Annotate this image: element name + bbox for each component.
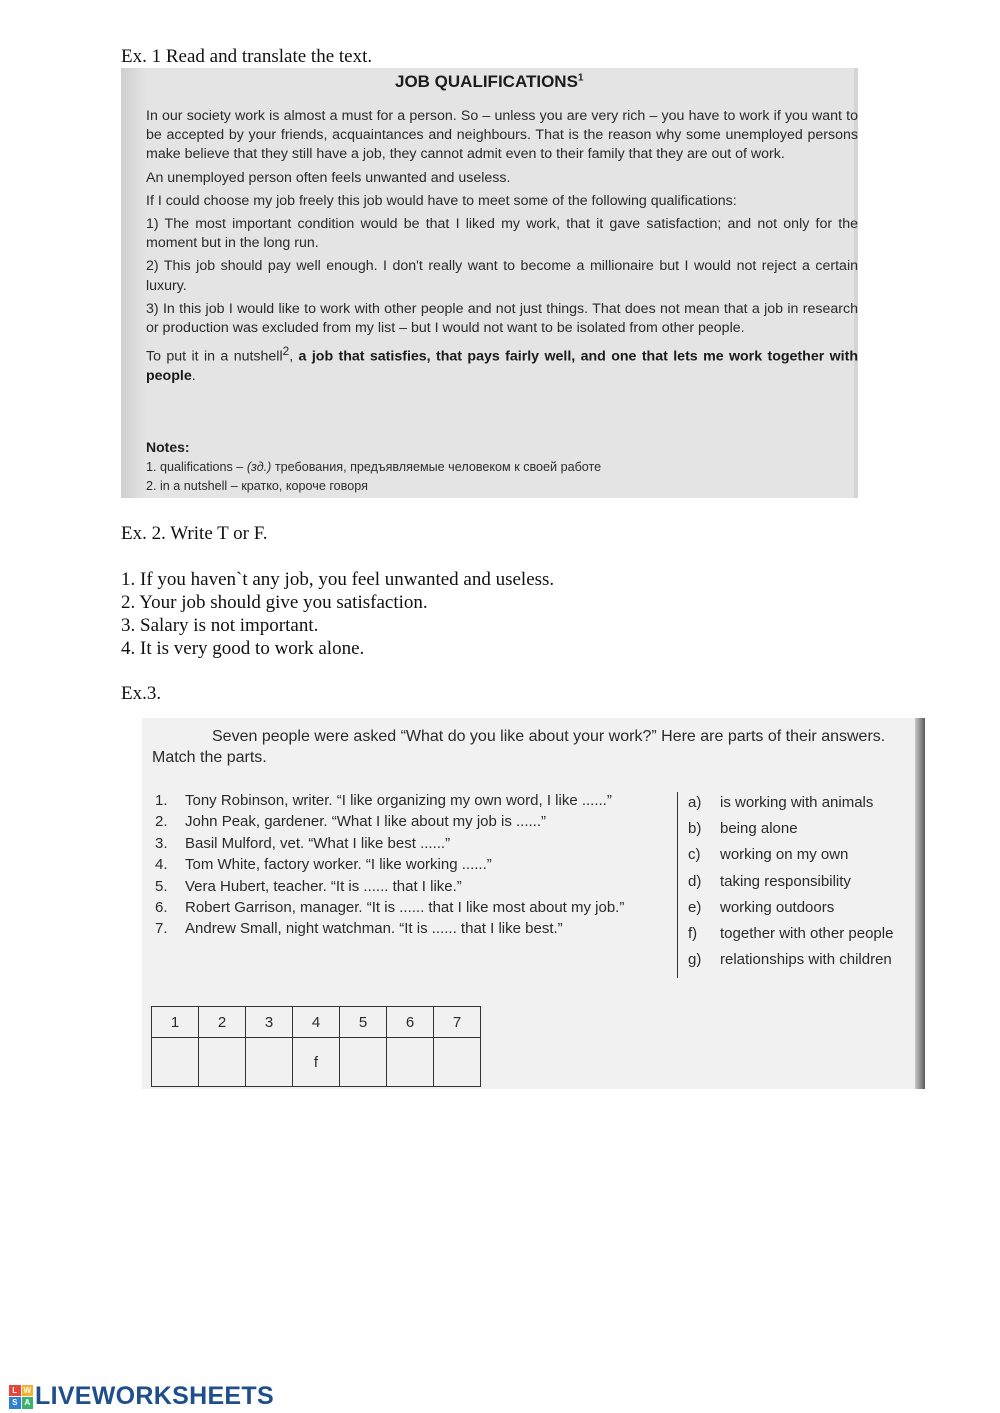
scanned-text-job-qualifications — [121, 68, 858, 498]
answer-cell[interactable] — [152, 1038, 199, 1087]
matching-item: 3. Basil Mulford, vet. “What I like best ......” — [155, 834, 451, 852]
logo-tile: W — [23, 1385, 32, 1395]
paragraph: 2) This job should pay well enough. I don't really want to become a millionaire but I would not reject a certain luxury. — [146, 258, 858, 294]
matching-item: 1. Tony Robinson, writer. “I like organizing my own word, I like ......” — [155, 792, 612, 809]
answer-table-header-row — [152, 1007, 481, 1038]
matching-items — [152, 790, 668, 940]
answer-cell[interactable] — [387, 1038, 434, 1087]
answer-cell[interactable] — [199, 1038, 246, 1087]
logo-mark-icon — [9, 1385, 33, 1409]
matching-item: 6. Robert Garrison, manager. “It is ...... that I like most about my job.” — [155, 899, 625, 917]
answer-cell[interactable] — [340, 1038, 387, 1087]
matching-option: e) working outdoors — [688, 898, 835, 916]
answer-table-header: 7 — [434, 1007, 481, 1038]
answer-table — [151, 1006, 481, 1087]
answer-cell[interactable] — [434, 1038, 481, 1087]
scan-shadow — [121, 68, 147, 498]
matching-option: f) together with other people — [688, 925, 894, 943]
answer-table-header: 1 — [152, 1007, 199, 1038]
matching-item: 7. Andrew Small, night watchman. “It is ...... that I like best.” — [155, 920, 563, 938]
answer-table-header: 3 — [246, 1007, 293, 1038]
note-2: 2. in a nutshell – кратко, короче говоря — [146, 479, 368, 493]
statement-1: 1. If you haven`t any job, you feel unwanted and useless. — [121, 569, 555, 590]
statement-3: 3. Salary is not important. — [121, 615, 319, 636]
logo-tile: L — [9, 1385, 21, 1397]
matching-option: d) taking responsibility — [688, 872, 851, 890]
answer-table-header: 5 — [340, 1007, 387, 1038]
statement-2: 2. Your job should give you satisfaction. — [121, 592, 428, 613]
paragraph: 1) The most important condition would be that I liked my work, that it gave satisfaction; and not only for the moment but in the long run. — [146, 216, 858, 252]
text-title: JOB QUALIFICATIONS$^1$ — [395, 72, 584, 91]
matching-item: 4. Tom White, factory worker. “I like working ......” — [155, 856, 492, 874]
matching-options — [688, 790, 925, 973]
notes-heading: Notes: — [146, 439, 190, 455]
paragraph: If I could choose my job freely this job would have to meet some of the following qualifications: — [146, 192, 737, 209]
matching-intro: Seven people were asked “What do you like about your work?” Here are parts of their answers. Match the parts. — [152, 728, 886, 766]
statement-4: 4. It is very good to work alone. — [121, 638, 365, 659]
ex2-instruction: Ex. 2. Write T or F. — [121, 523, 268, 544]
paragraph: An unemployed person often feels unwanted and useless. — [146, 169, 511, 186]
text-body — [146, 107, 858, 390]
matching-item: 5. Vera Hubert, teacher. “It is ...... that I like.” — [155, 877, 462, 895]
scanned-matching-exercise — [142, 718, 925, 1089]
matching-option: b) being alone — [688, 820, 798, 838]
column-divider — [677, 792, 678, 978]
liveworksheets-logo — [9, 1382, 274, 1411]
paragraph: 3) In this job I would like to work with other people and not just things. That does not mean that a job in research or production was excluded from my list – but I would not want to be isolated from other people. — [146, 300, 858, 337]
ex3-label: Ex.3. — [121, 683, 162, 704]
logo-text: LIVEWORKSHEETS — [35, 1382, 274, 1410]
logo-tile: S — [9, 1397, 21, 1409]
note-1: 1. qualifications – (зд.) требования, предъявляемые человеком к своей работе — [146, 460, 602, 474]
ex1-instruction: Ex. 1 Read and translate the text. — [121, 46, 373, 67]
answer-table-answer-row — [152, 1038, 481, 1087]
answer-table-header: 2 — [199, 1007, 246, 1038]
answer-table-header: 4 — [293, 1007, 340, 1038]
matching-option: c) working on my own — [688, 846, 849, 864]
matching-option: a) is working with animals — [688, 794, 874, 811]
answer-cell[interactable]: f — [293, 1038, 340, 1087]
matching-option: g) relationships with children — [688, 951, 892, 969]
logo-tile: A — [22, 1397, 34, 1409]
answer-table-header: 6 — [387, 1007, 434, 1038]
matching-item: 2. John Peak, gardener. “What I like about my job is ......” — [155, 813, 547, 831]
nutshell-paragraph: To put it in a nutshell$^2$, a job that satisfies, that pays fairly well, and one that lets me work together with people. — [146, 344, 858, 385]
paragraph: In our society work is almost a must for a person. So – unless you are very rich – you have to work if you want to be accepted by your friends, acquaintances and neighbours. That is the reason why some unemployed persons make believe that they still have a job, they cannot admit even to their family that they are out of work. — [146, 108, 858, 163]
answer-cell[interactable] — [246, 1038, 293, 1087]
